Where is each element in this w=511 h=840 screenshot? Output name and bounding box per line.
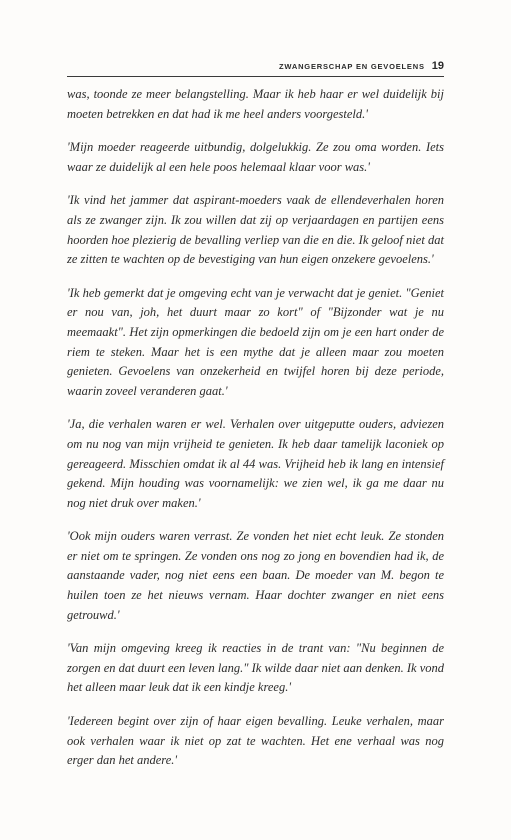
header-rule: [67, 76, 444, 77]
paragraph-7: 'Van mijn omgeving kreeg ik reacties in de trant van: "Nu beginnen de zorgen en dat duurt een leven lang." Ik wilde daar niet aan denken. Ik vond het alleen maar leuk dat ik een kindje kreeg.': [67, 641, 444, 695]
paragraph-4: 'Ik heb gemerkt dat je omgeving echt van je verwacht dat je geniet. "Geniet er nou van, joh, het duurt maar zo kort" of "Bijzonder wat je nu meemaakt". Het zijn opmerkingen die bedoeld zijn om je een hart onder de riem te steken. Maar het is een mythe dat je alleen maar zou moeten genieten. Gevoelens van onzekerheid en twijfel horen bij deze periode, waarin zoveel veranderen gaat.': [67, 285, 444, 398]
paragraph-3: 'Ik vind het jammer dat aspirant-moeders vaak de ellendeverhalen horen als ze zwanger zijn. Ik zou willen dat zij op verjaardagen en partijen eens hoorden hoe plezierig de bevalling verliep van die en die. Ik geloof niet dat ze zitten te wachten op de bevestiging van hun eigen onzekere gevoelens.': [67, 193, 444, 267]
paragraph-8: 'Iedereen begint over zijn of haar eigen bevalling. Leuke verhalen, maar ook verhalen waar ik niet op zat te wachten. Het ene verhaal was nog erger dan het andere.': [67, 714, 444, 768]
paragraph-1: was, toonde ze meer belangstelling. Maar ik heb haar er wel duidelijk bij moeten betrekken en dat had ik me heel anders voorgesteld.': [67, 87, 444, 121]
page-number: 19: [431, 60, 444, 72]
paragraph-6: 'Ook mijn ouders waren verrast. Ze vonden het niet echt leuk. Ze stonden er niet om te springen. Ze vonden ons nog zo jong en bovendien had ik, de aanstaande vader, nog niet eens een baan. De moeder van M. begon te huilen toen ze het nieuws vernam. Haar dochter zwanger en niet eens getrouwd.': [67, 529, 444, 622]
paragraph-5: 'Ja, die verhalen waren er wel. Verhalen over uitgeputte ouders, adviezen om nu nog van mijn vrijheid te genieten. Ik heb daar tamelijk laconiek op gereageerd. Misschien omdat ik al 44 was. Vrijheid heb ik lang en intensief gekend. Mijn houding was voornamelijk: we zien wel, ik ga me daar nu nog niet druk over maken.': [67, 417, 444, 510]
body-text: [67, 85, 444, 785]
page-header: [279, 60, 444, 72]
paragraph-2: 'Mijn moeder reageerde uitbundig, dolgelukkig. Ze zou oma worden. Iets waar ze duidelijk al een hele poos helemaal klaar voor was.': [67, 140, 444, 174]
running-head: ZWANGERSCHAP EN GEVOELENS: [279, 62, 425, 71]
